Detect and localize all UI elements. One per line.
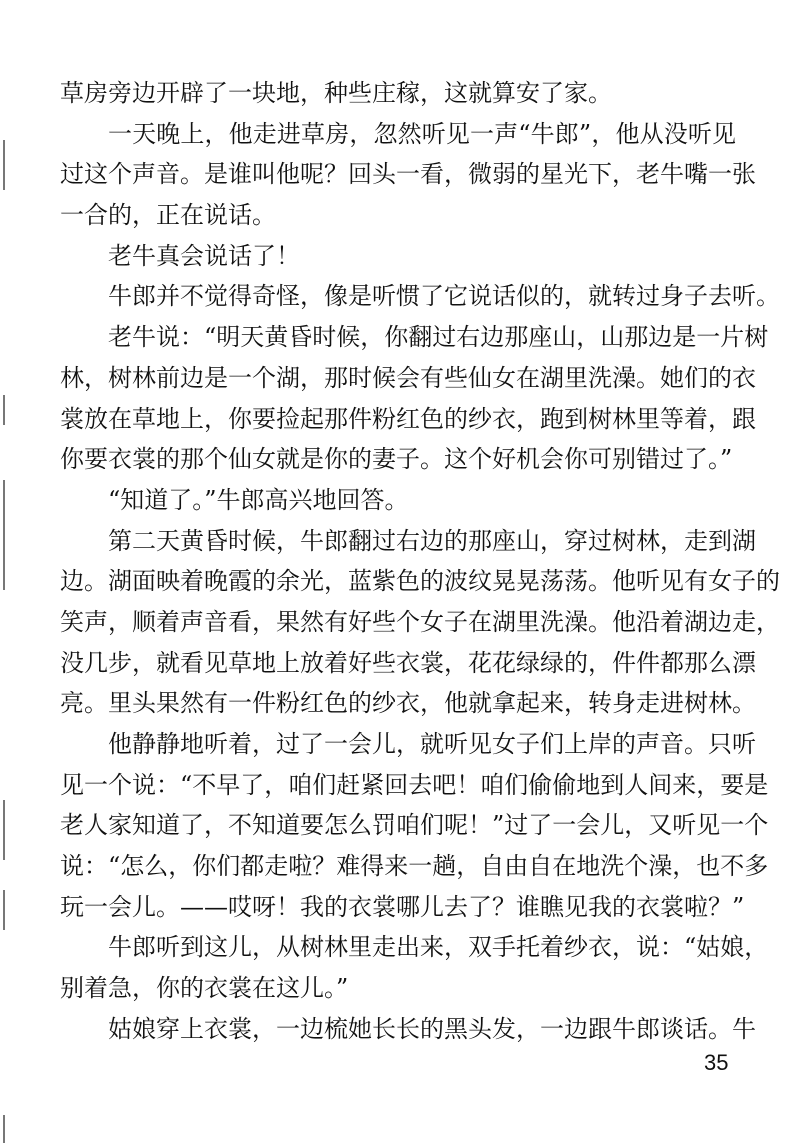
text-line: 牛郎听到这儿，从树林里走出来，双手托着纱衣，说：“姑娘， [108,933,769,962]
text-line: 他静静地听着，过了一会儿，就听见女子们上岸的声音。只听 [108,730,756,758]
text-line: 裳放在草地上，你要捡起那件粉红色的纱衣，跑到树林里等着，跟 [60,404,756,433]
page-text [60,73,780,1050]
text-line: 老牛真会说话了！ [108,241,300,270]
text-line: 见一个说：“不早了，咱们赶紧回去吧！咱们偷偷地到人间来，要是 [60,770,769,799]
text-line: 林，树林前边是一个湖，那时候会有些仙女在湖里洗澡。她们的衣 [60,363,756,392]
text-line: 老人家知道了，不知道要怎么罚咱们呢！”过了一会儿，又听见一个 [60,811,769,840]
scan-edge-mark [3,890,5,930]
text-line: 一合的，正在说话。 [60,201,276,230]
text-line: 过这个声音。是谁叫他呢？回头一看，微弱的星光下，老牛嘴一张 [60,160,756,189]
scan-edge-mark [3,800,5,860]
text-line: 第二天黄昏时候，牛郎翻过右边的那座山，穿过树林，走到湖 [108,526,756,555]
text-line: 玩一会儿。——哎呀！我的衣裳哪儿去了？谁瞧见我的衣裳啦？” [60,892,745,921]
text-line: 牛郎并不觉得奇怪，像是听惯了它说话似的，就转过身子去听。 [108,282,780,311]
text-line: 没几步，就看见草地上放着好些衣裳，花花绿绿的，件件都那么漂 [60,648,756,677]
text-line: 老牛说：“明天黄昏时候，你翻过右边那座山，山那边是一片树 [108,323,769,352]
page-number: 35 [704,1050,729,1075]
text-line: 边。湖面映着晚霞的余光，蓝紫色的波纹晃晃荡荡。他听见有女子的 [60,567,780,596]
text-line: 别着急，你的衣裳在这儿。” [60,974,349,1003]
scan-edge-mark [3,1115,5,1143]
text-line: 草房旁边开辟了一块地，种些庄稼，这就算安了家。 [60,79,612,107]
scan-edge-mark [3,140,5,190]
scan-edge-mark [3,395,5,425]
text-line: 一天晚上，他走进草房，忽然听见一声“牛郎”，他从没听见 [108,119,736,148]
text-line: 说：“怎么，你们都走啦？难得来一趟，自由自在地洗个澡，也不多 [60,852,769,881]
text-line: 姑娘穿上衣裳，一边梳她长长的黑头发，一边跟牛郎谈话。牛 [108,1014,756,1043]
scan-edge-mark [3,480,5,590]
text-line: 你要衣裳的那个仙女就是你的妻子。这个好机会你可别错过了。” [60,445,733,474]
text-line: 笑声，顺着声音看，果然有好些个女子在湖里洗澡。他沿着湖边走， [60,607,780,636]
text-line: 亮。里头果然有一件粉红色的纱衣，他就拿起来，转身走进树林。 [60,689,756,718]
text-line: “知道了。”牛郎高兴地回答。 [108,485,409,514]
